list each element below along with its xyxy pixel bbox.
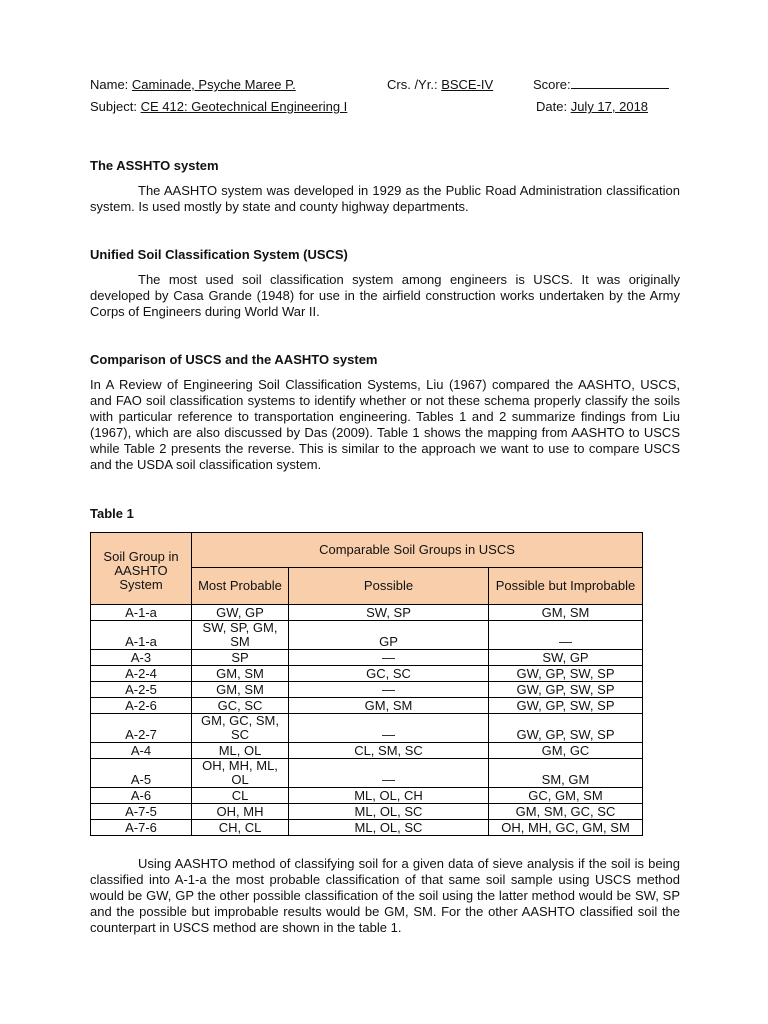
- col-soil-group: Soil Group in AASHTO System: [91, 533, 192, 605]
- col-possible-but-improbable: Possible but Improbable: [489, 568, 643, 605]
- score-blank: [571, 76, 669, 89]
- table-caption: Table 1: [90, 506, 134, 521]
- table-row: A-2-7 GM, GC, SM, SC — GW, GP, SW, SP: [91, 714, 643, 743]
- col-most-probable: Most Probable: [192, 568, 289, 605]
- col-comparable: Comparable Soil Groups in USCS: [192, 533, 643, 568]
- name-value: Caminade, Psyche Maree P.: [131, 77, 296, 92]
- document-page: [90, 76, 680, 521]
- section-title-comparison: Comparison of USCS and the AASHTO system: [90, 352, 378, 367]
- subject-field: Subject: CE 412: Geotechnical Engineering I: [90, 98, 353, 116]
- table-row: A-2-4 GM, SM GC, SC GW, GP, SW, SP: [91, 666, 643, 682]
- col-possible: Possible: [289, 568, 489, 605]
- course-value: BSCE-IV: [441, 77, 494, 92]
- section-title-asshto: The ASSHTO system: [90, 158, 219, 173]
- table-row: A-7-6 CH, CL ML, OL, SC OH, MH, GC, GM, SM: [91, 820, 643, 836]
- section-body-comparison: In A Review of Engineering Soil Classification Systems, Liu (1967) compared the AASHTO, USCS, and FAO soil classification systems to identify whether or not these schema properly classify the soils with particular reference to transportation engineering. Tables 1 and 2 summarize findings from Liu (1967), which are also discussed by Das (2009). Table 1 shows the mapping from AASHTO to USCS while Table 2 presents the reverse. This is similar to the approach we want to use to compare USCS and the USDA soil classification system.: [90, 377, 680, 472]
- name-field: Name: Caminade, Psyche Maree P.: [90, 76, 324, 94]
- closing-paragraph: Using AASHTO method of classifying soil for a given data of sieve analysis if the soil is being classified into A-1-a the most probable classification of that same soil sample using USCS method would be GW, GP the other possible classification of the soil using the latter method would be SW, SP and the possible but improbable results would be GM, SM. For the other AASHTO classified soil the counterpart in USCS method are shown in the table 1.: [90, 856, 680, 935]
- header-line-2: [90, 98, 680, 116]
- table-row: A-1-a GW, GP SW, SP GM, SM: [91, 605, 643, 621]
- date-field: Date: July 17, 2018: [536, 99, 649, 114]
- header-line-1: [90, 76, 680, 94]
- section-body-uscs: The most used soil classification system among engineers is USCS. It was originally developed by Casa Grande (1948) for use in the airfield construction works undertaken by the Army Corps of Engineers during World War II.: [90, 272, 680, 319]
- table-row: A-2-6 GC, SC GM, SM GW, GP, SW, SP: [91, 698, 643, 714]
- table-row: A-6 CL ML, OL, CH GC, GM, SM: [91, 788, 643, 804]
- table-row: A-7-5 OH, MH ML, OL, SC GM, SM, GC, SC: [91, 804, 643, 820]
- section-title-uscs: Unified Soil Classification System (USCS): [90, 247, 348, 262]
- course-field: Crs. /Yr.: BSCE-IV: [387, 76, 519, 94]
- table-row: A-2-5 GM, SM — GW, GP, SW, SP: [91, 682, 643, 698]
- table-row: A-1-a SW, SP, GM, SM GP —: [91, 621, 643, 650]
- date-value: July 17, 2018: [570, 99, 649, 114]
- section-body-asshto: The AASHTO system was developed in 1929 as the Public Road Administration classification system. Is used mostly by state and county highway departments.: [90, 183, 680, 214]
- table-row: A-5 OH, MH, ML, OL — SM, GM: [91, 759, 643, 788]
- subject-value: CE 412: Geotechnical Engineering I: [140, 99, 348, 114]
- table-row: A-4 ML, OL CL, SM, SC GM, GC: [91, 743, 643, 759]
- table-header-row: [91, 533, 643, 568]
- table-row: A-3 SP — SW, GP: [91, 650, 643, 666]
- soil-comparison-table: [90, 532, 643, 836]
- score-field: Score:: [533, 76, 571, 94]
